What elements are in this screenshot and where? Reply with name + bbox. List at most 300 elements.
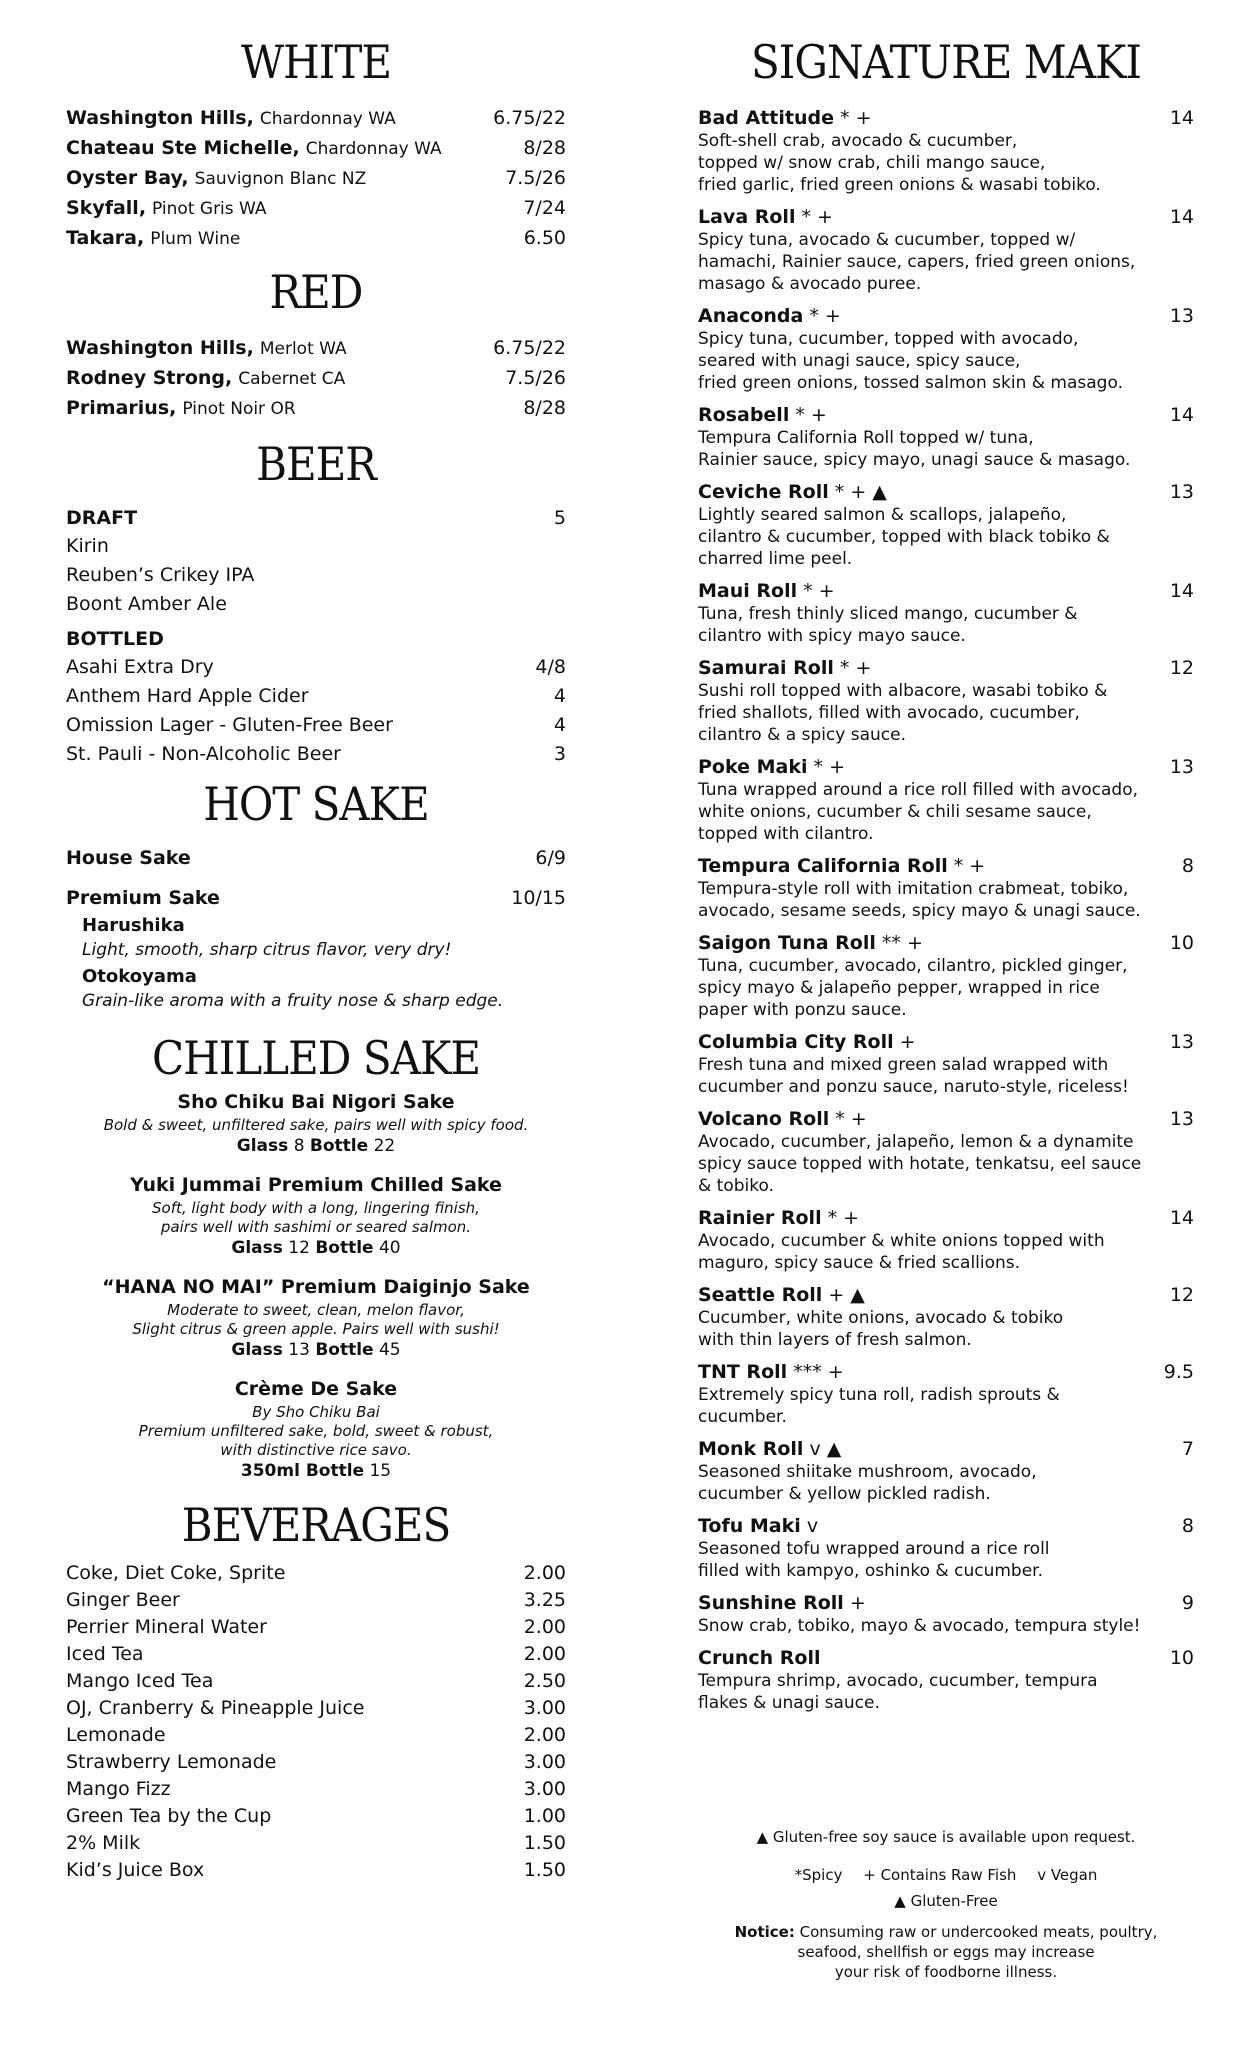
footer-notes xyxy=(698,1824,1194,1914)
bottled-beer-price: 3 xyxy=(553,743,566,765)
maki-desc: Fresh tuna and mixed green salad wrapped with xyxy=(698,1055,1109,1075)
maki-item xyxy=(698,755,1194,845)
bottled-beer-price: 4 xyxy=(553,685,566,707)
premium-sake-name: Premium Sake xyxy=(66,887,220,909)
maki-item xyxy=(698,854,1194,922)
chilled-sake-title: CHILLED SAKE xyxy=(152,1032,480,1085)
maki-item xyxy=(698,1206,1194,1274)
maki-desc: Tempura-style roll with imitation crabmeat, tobiko, xyxy=(698,879,1129,899)
maki-header xyxy=(698,1107,1194,1131)
chilled-sake-desc: Slight citrus & green apple. Pairs well with sushi! xyxy=(132,1320,500,1338)
maki-header xyxy=(698,1030,1194,1054)
sake-sub-name: Otokoyama xyxy=(82,966,197,987)
list-item xyxy=(66,1587,566,1614)
maki-desc: cilantro with spicy mayo sauce. xyxy=(698,626,966,646)
bottle-price: 15 xyxy=(369,1461,392,1481)
maki-header xyxy=(698,656,1194,680)
legend-spicy: *Spicy xyxy=(794,1866,843,1884)
chilled-sake-name: Sho Chiku Bai Nigori Sake xyxy=(177,1091,455,1113)
chilled-sake-price xyxy=(66,1135,566,1158)
list-item xyxy=(66,653,566,682)
draft-label: DRAFT xyxy=(66,507,138,529)
maki-item xyxy=(698,579,1194,647)
house-sake-price: 6/9 xyxy=(535,847,566,869)
beverage-price: 1.00 xyxy=(523,1805,566,1827)
draft-beer-name: Kirin xyxy=(66,535,109,557)
notice-text: Consuming raw or undercooked meats, poultry, xyxy=(799,1923,1158,1941)
wine-name: Washington Hills, xyxy=(66,107,254,129)
bottle-price: 22 xyxy=(373,1136,396,1156)
chilled-sake-desc: pairs well with sashimi or seared salmon. xyxy=(160,1218,472,1236)
chilled-sake-item xyxy=(66,1172,566,1260)
glass-price: 13 xyxy=(288,1340,310,1360)
maki-price: 10 xyxy=(1169,932,1194,954)
maki-price: 13 xyxy=(1169,1031,1194,1053)
maki-desc: cucumber. xyxy=(698,1407,787,1427)
maki-marks: v ▲ xyxy=(803,1438,842,1460)
maki-desc: Spicy tuna, avocado & cucumber, topped w/ xyxy=(698,230,1076,250)
beer-bottled xyxy=(66,625,566,769)
maki-desc: Tempura California Roll topped w/ tuna, xyxy=(698,428,1034,448)
maki-desc: Seasoned shiitake mushroom, avocado, xyxy=(698,1462,1037,1482)
beverage-name: Iced Tea xyxy=(66,1643,144,1665)
wine-row xyxy=(66,363,566,393)
wine-row xyxy=(66,333,566,363)
maki-name: TNT Roll xyxy=(698,1361,788,1383)
beverage-price: 2.00 xyxy=(523,1643,566,1665)
maki-desc: Soft-shell crab, avocado & cucumber, xyxy=(698,131,1018,151)
maki-price: 10 xyxy=(1169,1647,1194,1669)
wine-price: 6.75/22 xyxy=(493,337,566,359)
maki-desc: fried green onions, tossed salmon skin & masago. xyxy=(698,373,1123,393)
maki-marks: * + xyxy=(833,657,872,679)
maki-name: Bad Attitude xyxy=(698,107,834,129)
maki-name: Sunshine Roll xyxy=(698,1592,844,1614)
legend-gluten-free: ▲ Gluten-Free xyxy=(894,1892,998,1910)
hot-sake-list xyxy=(66,843,566,1013)
maki-desc: paper with ponzu sauce. xyxy=(698,1000,907,1020)
wine-price: 8/28 xyxy=(523,397,566,419)
wine-row xyxy=(66,163,566,193)
notice xyxy=(698,1922,1194,1982)
maki-desc: seared with unagi sauce, spicy sauce, xyxy=(698,351,1021,371)
list-item xyxy=(66,711,566,740)
maki-name: Monk Roll xyxy=(698,1438,804,1460)
maki-desc: Tuna, cucumber, avocado, cilantro, pickled ginger, xyxy=(698,956,1128,976)
beverage-name: Strawberry Lemonade xyxy=(66,1751,277,1773)
maki-marks: * + xyxy=(947,855,986,877)
maki-item xyxy=(698,1437,1194,1505)
list-item xyxy=(66,1668,566,1695)
wine-name: Skyfall, xyxy=(66,197,147,219)
wine-desc: Pinot Noir OR xyxy=(182,399,296,419)
red-list xyxy=(66,333,566,423)
maki-item xyxy=(698,1646,1194,1714)
beverage-price: 2.00 xyxy=(523,1724,566,1746)
chilled-sake-item xyxy=(66,1274,566,1362)
maki-item xyxy=(698,1030,1194,1098)
wine-price: 7.5/26 xyxy=(505,167,566,189)
wine-price: 6.50 xyxy=(523,227,566,249)
maki-header xyxy=(698,304,1194,328)
beverage-name: 2% Milk xyxy=(66,1832,141,1854)
bottle-label: 350ml Bottle xyxy=(240,1461,365,1481)
list-item xyxy=(66,590,566,619)
beverage-name: Ginger Beer xyxy=(66,1589,180,1611)
beverage-name: OJ, Cranberry & Pineapple Juice xyxy=(66,1697,365,1719)
wine-name: Washington Hills, xyxy=(66,337,254,359)
maki-desc: Tuna, fresh thinly sliced mango, cucumber & xyxy=(698,604,1078,624)
list-item xyxy=(66,532,566,561)
chilled-sake-price xyxy=(66,1460,566,1483)
bottled-beer-name: Anthem Hard Apple Cider xyxy=(66,685,309,707)
maki-name: Rainier Roll xyxy=(698,1207,822,1229)
maki-desc: fried garlic, fried green onions & wasabi tobiko. xyxy=(698,175,1101,195)
chilled-sake-item xyxy=(66,1376,566,1483)
glass-label: Glass xyxy=(231,1238,283,1258)
wine-desc: Plum Wine xyxy=(150,229,241,249)
red-title: RED xyxy=(269,266,363,319)
maki-desc: with thin layers of fresh salmon. xyxy=(698,1330,972,1350)
maki-item xyxy=(698,1283,1194,1351)
list-item xyxy=(66,1749,566,1776)
sake-sub-desc: Light, smooth, sharp citrus flavor, very dry! xyxy=(82,940,452,960)
maki-header xyxy=(698,106,1194,130)
beer-title: BEER xyxy=(256,438,376,491)
maki-desc: Avocado, cucumber & white onions topped with xyxy=(698,1231,1105,1251)
footer xyxy=(698,1824,1194,1982)
maki-desc: white onions, cucumber & chili sesame sauce, xyxy=(698,802,1092,822)
maki-price: 12 xyxy=(1169,657,1194,679)
list-item xyxy=(66,1722,566,1749)
wine-name: Takara, xyxy=(66,227,145,249)
maki-item xyxy=(698,403,1194,471)
maki-item xyxy=(698,205,1194,295)
hot-sake-title: HOT SAKE xyxy=(203,778,429,831)
beverages-list xyxy=(66,1560,566,1884)
beverage-name: Kid’s Juice Box xyxy=(66,1859,205,1881)
maki-item xyxy=(698,1514,1194,1582)
maki-desc: masago & avocado puree. xyxy=(698,274,922,294)
premium-sake-price: 10/15 xyxy=(511,887,566,909)
maki-price: 13 xyxy=(1169,305,1194,327)
maki-marks: * + xyxy=(829,1108,867,1130)
chilled-sake-desc: Premium unfiltered sake, bold, sweet & robust, xyxy=(138,1422,494,1440)
maki-desc: Sushi roll topped with albacore, wasabi tobiko & xyxy=(698,681,1108,701)
legend-vegan: v Vegan xyxy=(1037,1866,1098,1884)
maki-desc: spicy mayo & jalapeño pepper, wrapped in rice xyxy=(698,978,1100,998)
maki-price: 14 xyxy=(1169,107,1194,129)
maki-header xyxy=(698,1283,1194,1307)
maki-desc: cucumber and ponzu sauce, naruto-style, riceless! xyxy=(698,1077,1129,1097)
maki-list xyxy=(698,106,1194,1723)
list-item xyxy=(66,561,566,590)
maki-name: Maui Roll xyxy=(698,580,798,602)
maki-desc: cilantro & a spicy sauce. xyxy=(698,725,906,745)
list-item xyxy=(66,1857,566,1884)
maki-header xyxy=(698,205,1194,229)
maki-header xyxy=(698,1591,1194,1615)
chilled-sake-desc: By Sho Chiku Bai xyxy=(252,1403,380,1421)
maki-header xyxy=(698,579,1194,603)
bottled-beer-name: Omission Lager - Gluten-Free Beer xyxy=(66,714,393,736)
wine-name: Chateau Ste Michelle, xyxy=(66,137,300,159)
chilled-sake-item xyxy=(66,1089,566,1158)
maki-desc: Tempura shrimp, avocado, cucumber, tempura xyxy=(698,1671,1098,1691)
glass-label: Glass xyxy=(236,1136,289,1156)
maki-marks: + xyxy=(843,1592,866,1614)
house-sake-row xyxy=(66,843,566,873)
maki-desc: topped w/ snow crab, chili mango sauce, xyxy=(698,153,1046,173)
maki-name: Poke Maki xyxy=(698,756,808,778)
bottled-beer-price: 4/8 xyxy=(535,656,566,678)
maki-header xyxy=(698,1206,1194,1230)
maki-desc: Spicy tuna, cucumber, topped with avocado, xyxy=(698,329,1079,349)
chilled-sake-name: Yuki Jummai Premium Chilled Sake xyxy=(130,1174,502,1196)
maki-desc: Avocado, cucumber, jalapeño, lemon & a dynamite xyxy=(698,1132,1134,1152)
maki-desc: Rainier sauce, spicy mayo, unagi sauce & masago. xyxy=(698,450,1131,470)
maki-name: Rosabell xyxy=(698,404,790,426)
beverage-name: Green Tea by the Cup xyxy=(66,1805,272,1827)
maki-header xyxy=(698,755,1194,779)
maki-price: 14 xyxy=(1169,206,1194,228)
maki-name: Samurai Roll xyxy=(698,657,834,679)
chilled-sake-name: “HANA NO MAI” Premium Daiginjo Sake xyxy=(102,1276,530,1298)
beverage-name: Lemonade xyxy=(66,1724,166,1746)
bottled-beer-name: Asahi Extra Dry xyxy=(66,656,214,678)
maki-item xyxy=(698,1591,1194,1637)
wine-name: Primarius, xyxy=(66,397,177,419)
maki-header xyxy=(698,403,1194,427)
white-list xyxy=(66,103,566,253)
maki-name: Ceviche Roll xyxy=(698,481,829,503)
maki-header xyxy=(698,854,1194,878)
maki-price: 8 xyxy=(1181,855,1194,877)
maki-item xyxy=(698,304,1194,394)
maki-marks: * + ▲ xyxy=(828,481,887,503)
wine-desc: Sauvignon Blanc NZ xyxy=(194,169,367,189)
maki-name: Lava Roll xyxy=(698,206,796,228)
wine-row xyxy=(66,223,566,253)
bottle-label: Bottle xyxy=(309,1136,369,1156)
beverage-price: 3.00 xyxy=(523,1751,566,1773)
beverage-name: Coke, Diet Coke, Sprite xyxy=(66,1562,286,1584)
maki-name: Crunch Roll xyxy=(698,1647,821,1669)
bottled-label: BOTTLED xyxy=(66,628,164,650)
maki-desc: topped with cilantro. xyxy=(698,824,874,844)
maki-header xyxy=(698,1360,1194,1384)
bottled-beer-name: St. Pauli - Non-Alcoholic Beer xyxy=(66,743,341,765)
wine-desc: Chardonnay WA xyxy=(305,139,442,159)
wine-desc: Cabernet CA xyxy=(238,369,346,389)
glass-label: Glass xyxy=(231,1340,283,1360)
wine-row xyxy=(66,193,566,223)
maki-item xyxy=(698,480,1194,570)
chilled-sake-desc: Moderate to sweet, clean, melon flavor, xyxy=(167,1301,465,1319)
chilled-sake-desc: with distinctive rice savo. xyxy=(220,1441,412,1459)
maki-desc: cucumber & yellow pickled radish. xyxy=(698,1484,991,1504)
maki-header xyxy=(698,480,1194,504)
maki-item xyxy=(698,656,1194,746)
wine-price: 8/28 xyxy=(523,137,566,159)
maki-price: 7 xyxy=(1181,1438,1194,1460)
wine-row xyxy=(66,103,566,133)
glass-price: 12 xyxy=(288,1238,310,1258)
maki-header xyxy=(698,931,1194,955)
list-item xyxy=(66,1776,566,1803)
chilled-sake-price xyxy=(66,1237,566,1260)
maki-desc: fried shallots, filled with avocado, cucumber, xyxy=(698,703,1080,723)
list-item xyxy=(66,1560,566,1587)
maki-price: 14 xyxy=(1169,404,1194,426)
maki-desc: spicy sauce topped with hotate, tenkatsu, eel sauce xyxy=(698,1154,1142,1174)
chilled-sake-name: Crème De Sake xyxy=(234,1378,398,1400)
list-item xyxy=(66,1830,566,1857)
wine-row xyxy=(66,133,566,163)
maki-price: 14 xyxy=(1169,1207,1194,1229)
maki-desc: & tobiko. xyxy=(698,1176,774,1196)
maki-price: 13 xyxy=(1169,756,1194,778)
maki-marks: * + xyxy=(834,107,872,129)
maki-marks: * + xyxy=(795,206,833,228)
maki-desc: maguro, spicy sauce & fried scallions. xyxy=(698,1253,1021,1273)
maki-price: 13 xyxy=(1169,1108,1194,1130)
maki-price: 8 xyxy=(1181,1515,1194,1537)
beverage-name: Perrier Mineral Water xyxy=(66,1616,267,1638)
beverage-price: 1.50 xyxy=(523,1832,566,1854)
maki-name: Anaconda xyxy=(698,305,804,327)
draft-beer-name: Reuben’s Crikey IPA xyxy=(66,564,255,586)
wine-desc: Chardonnay WA xyxy=(259,109,396,129)
maki-desc: Lightly seared salmon & scallops, jalapeño, xyxy=(698,505,1067,525)
list-item xyxy=(66,1695,566,1722)
beverage-price: 1.50 xyxy=(523,1859,566,1881)
maki-desc: cilantro & cucumber, topped with black tobiko & xyxy=(698,527,1110,547)
maki-item xyxy=(698,1107,1194,1197)
draft-header xyxy=(66,504,566,532)
wine-price: 7.5/26 xyxy=(505,367,566,389)
maki-desc: Extremely spicy tuna roll, radish sprouts & xyxy=(698,1385,1060,1405)
wine-desc: Pinot Gris WA xyxy=(152,199,267,219)
maki-desc: Seasoned tofu wrapped around a rice roll xyxy=(698,1539,1050,1559)
notice-text: seafood, shellfish or eggs may increase xyxy=(797,1943,1095,1961)
maki-marks: * + xyxy=(789,404,827,426)
maki-marks: v xyxy=(800,1515,819,1537)
maki-header xyxy=(698,1514,1194,1538)
maki-marks: * + xyxy=(807,756,845,778)
bottle-price: 40 xyxy=(378,1238,401,1258)
bottle-label: Bottle xyxy=(315,1340,374,1360)
wine-desc: Merlot WA xyxy=(259,339,347,359)
beverage-price: 2.00 xyxy=(523,1562,566,1584)
maki-name: Tofu Maki xyxy=(698,1515,801,1537)
premium-sake-row xyxy=(66,883,566,913)
list-item xyxy=(66,1803,566,1830)
maki-header xyxy=(698,1646,1194,1670)
bottle-price: 45 xyxy=(378,1340,401,1360)
beverage-price: 3.00 xyxy=(523,1778,566,1800)
list-item xyxy=(66,1614,566,1641)
beverage-price: 3.25 xyxy=(523,1589,566,1611)
maki-desc: Cucumber, white onions, avocado & tobiko xyxy=(698,1308,1064,1328)
maki-header xyxy=(698,1437,1194,1461)
list-item xyxy=(66,1641,566,1668)
maki-desc: charred lime peel. xyxy=(698,549,853,569)
maki-price: 12 xyxy=(1169,1284,1194,1306)
wine-name: Rodney Strong, xyxy=(66,367,233,389)
maki-marks: * + xyxy=(803,305,841,327)
chilled-sake-list xyxy=(66,1089,566,1483)
bottle-label: Bottle xyxy=(315,1238,374,1258)
beverage-price: 2.00 xyxy=(523,1616,566,1638)
maki-item xyxy=(698,106,1194,196)
maki-marks: + xyxy=(893,1031,916,1053)
house-sake-name: House Sake xyxy=(66,847,191,869)
legend-raw-fish: + Contains Raw Fish xyxy=(863,1866,1017,1884)
maki-name: Columbia City Roll xyxy=(698,1031,894,1053)
maki-marks: + ▲ xyxy=(822,1284,865,1306)
beverage-name: Mango Iced Tea xyxy=(66,1670,214,1692)
wine-name: Oyster Bay, xyxy=(66,167,189,189)
gluten-free-note: ▲ Gluten-free soy sauce is available upon request. xyxy=(756,1828,1136,1846)
sake-sub-name: Harushika xyxy=(82,915,185,936)
signature-maki-title: SIGNATURE MAKI xyxy=(750,36,1142,89)
notice-label: Notice: xyxy=(734,1923,795,1941)
maki-item xyxy=(698,1360,1194,1428)
maki-desc: Tuna wrapped around a rice roll filled with avocado, xyxy=(698,780,1139,800)
beverage-price: 2.50 xyxy=(523,1670,566,1692)
maki-marks: * + xyxy=(821,1207,860,1229)
maki-marks: *** + xyxy=(787,1361,844,1383)
maki-desc: hamachi, Rainier sauce, capers, fried green onions, xyxy=(698,252,1136,272)
bottled-beer-price: 4 xyxy=(553,714,566,736)
wine-price: 6.75/22 xyxy=(493,107,566,129)
maki-marks: * + xyxy=(797,580,835,602)
maki-marks: ** + xyxy=(875,932,923,954)
chilled-sake-desc: Bold & sweet, unfiltered sake, pairs well with spicy food. xyxy=(103,1116,529,1134)
maki-price: 13 xyxy=(1169,481,1194,503)
beverage-name: Mango Fizz xyxy=(66,1778,171,1800)
maki-desc: filled with kampyo, oshinko & cucumber. xyxy=(698,1561,1043,1581)
maki-price: 9.5 xyxy=(1163,1361,1194,1383)
maki-name: Saigon Tuna Roll xyxy=(698,932,876,954)
beverages-title: BEVERAGES xyxy=(181,1499,451,1552)
draft-beer-name: Boont Amber Ale xyxy=(66,593,227,615)
list-item xyxy=(66,682,566,711)
sake-sub-item xyxy=(82,964,566,1013)
chilled-sake-desc: Soft, light body with a long, lingering finish, xyxy=(152,1199,480,1217)
list-item xyxy=(66,740,566,769)
maki-name: Seattle Roll xyxy=(698,1284,823,1306)
maki-item xyxy=(698,931,1194,1021)
wine-row xyxy=(66,393,566,423)
beverage-price: 3.00 xyxy=(523,1697,566,1719)
maki-name: Tempura California Roll xyxy=(698,855,948,877)
sake-sub-item xyxy=(82,913,566,962)
maki-desc: avocado, sesame seeds, spicy mayo & unagi sauce. xyxy=(698,901,1141,921)
white-title: WHITE xyxy=(240,36,392,89)
legend xyxy=(698,1862,1194,1888)
draft-price: 5 xyxy=(553,507,566,529)
sake-sub-desc: Grain-like aroma with a fruity nose & sharp edge. xyxy=(82,991,504,1011)
wine-price: 7/24 xyxy=(523,197,566,219)
notice-text: your risk of foodborne illness. xyxy=(834,1963,1058,1981)
chilled-sake-price xyxy=(66,1339,566,1362)
maki-name: Volcano Roll xyxy=(698,1108,830,1130)
maki-price: 9 xyxy=(1181,1592,1194,1614)
maki-desc: Snow crab, tobiko, mayo & avocado, tempura style! xyxy=(698,1616,1141,1636)
bottled-header xyxy=(66,625,566,653)
